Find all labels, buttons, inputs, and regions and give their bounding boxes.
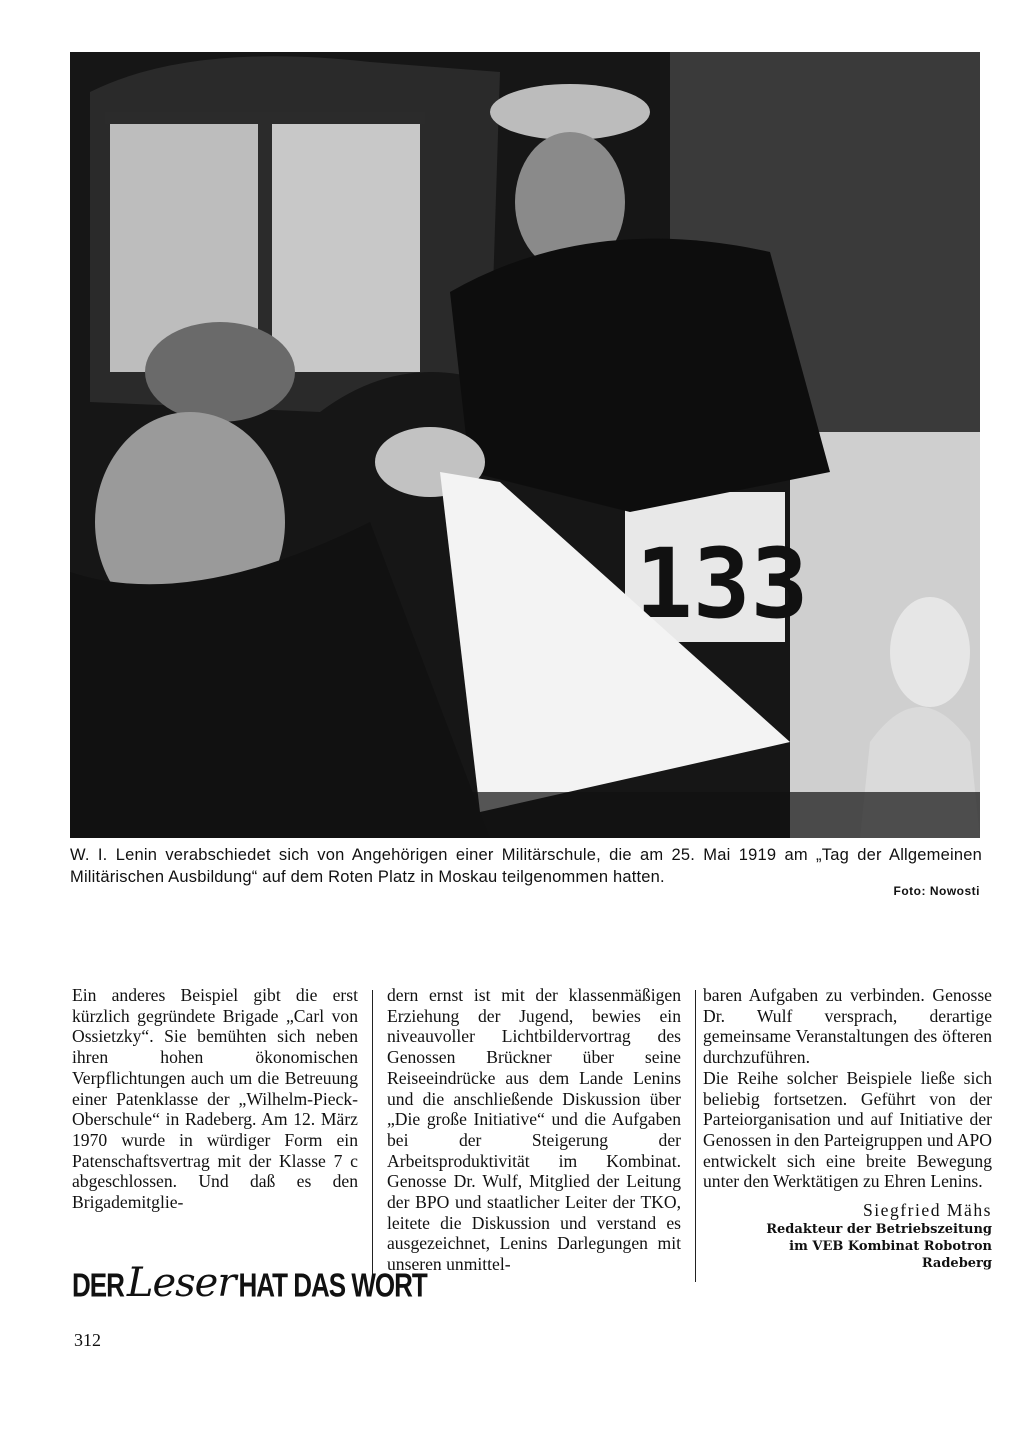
article-column-1: [72, 985, 358, 1213]
paragraph: baren Aufgaben zu verbinden. Genosse Dr. Wulf versprach, derartige gemeinsame Veranstaltungen des öfteren durchzuführen.: [703, 985, 992, 1068]
article-column-2: [387, 985, 681, 1275]
photo-caption: W. I. Lenin verabschiedet sich von Angehörigen einer Militärschule, die am 25. Mai 1919 am „Tag der Allgemeinen Militärischen Ausbildung“ auf dem Roten Platz in Moskau teilgenommen hatten.: [70, 846, 982, 886]
column-divider: [372, 990, 373, 1282]
masthead-part: DER: [72, 1264, 124, 1304]
paragraph: Die Reihe solcher Beispiele ließe sich beliebig fortsetzen. Geführt von der Parteiorganisation und auf Initiative der Genossen in den Parteigruppen und APO entwickelt sich eine breite Bewegung unter den Werktätigen zu Ehren Lenins.: [703, 1067, 992, 1192]
historical-photo: [70, 52, 980, 838]
author-organization: im VEB Kombinat Robotron: [789, 1238, 992, 1254]
paragraph: dern ernst ist mit der klassenmäßigen Erziehung der Jugend, bewies ein niveauvoller Lichtbildervortrag des Genossen Brückner über seine Reiseeindrücke aus dem Lande Lenins und die anschließende Diskussion über „Die große Initiative“ und die Aufgaben bei der Steigerung der Arbeitsproduktivität im Kombinat. Genosse Dr. Wulf, Mitglied der Leitung der BPO und staatlicher Leiter der TKO, leitete die Diskussion und verstand es ausgezeichnet, Lenins Darlegungen mit unseren unmittel-: [387, 985, 681, 1275]
column-divider: [695, 990, 696, 1282]
author-role: Redakteur der Betriebszeitung: [766, 1221, 992, 1237]
author-name: Siegfried Mähs: [863, 1200, 992, 1221]
photo-credit: Foto: Nowosti: [893, 884, 980, 898]
page-number: 312: [74, 1330, 101, 1350]
author-location: Radeberg: [921, 1255, 992, 1271]
photo-illustration: [70, 52, 980, 838]
plate-number: 133: [635, 528, 809, 640]
section-masthead: [72, 1260, 427, 1308]
article-column-3: [703, 985, 992, 1272]
masthead-part: HAT DAS WORT: [238, 1264, 427, 1304]
masthead-script: Leser: [126, 1260, 236, 1306]
paragraph: Ein anderes Beispiel gibt die erst kürzlich gegründete Brigade „Carl von Ossietzky“. Sie bemühten sich neben ihren hohen ökonomischen Verpflichtungen auch um die Betreuung einer Patenklasse der „Wilhelm-Pieck-Oberschule“ in Radeberg. Am 12. März 1970 wurde in würdiger Form ein Patenschaftsvertrag mit der Klasse 7 c abgeschlossen. Und daß es den Brigademitglie-: [72, 985, 358, 1213]
